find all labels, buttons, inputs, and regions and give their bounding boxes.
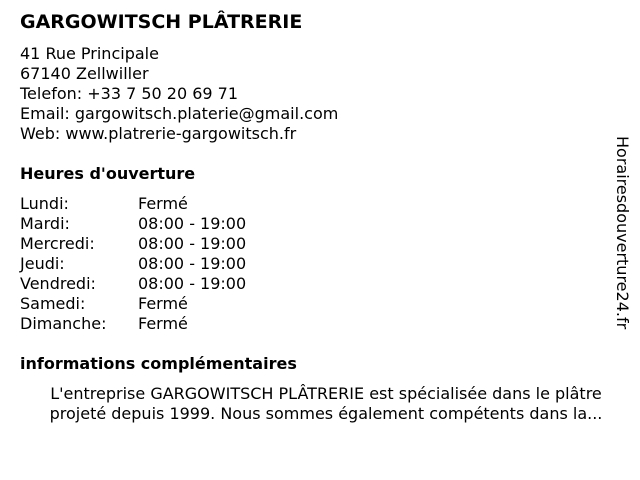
day-hours: 08:00 - 19:00 xyxy=(138,274,247,293)
day-hours: Fermé xyxy=(138,194,188,213)
site-watermark: Horairesdouverture24.fr xyxy=(613,136,632,330)
day-hours: Fermé xyxy=(138,314,188,333)
info-text-line: projeté depuis 1999. Nous sommes également compétents dans la... xyxy=(49,404,603,423)
hours-row-thursday xyxy=(20,254,246,274)
address-street: 41 Rue Principale xyxy=(20,44,159,63)
hours-row-saturday xyxy=(20,294,246,314)
hours-row-wednesday xyxy=(20,234,246,254)
additional-info-text xyxy=(20,384,632,424)
day-label: Dimanche: xyxy=(20,314,107,333)
day-hours: Fermé xyxy=(138,294,188,313)
day-label: Jeudi: xyxy=(20,254,65,273)
day-label: Samedi: xyxy=(20,294,86,313)
website: Web: www.platrerie-gargowitsch.fr xyxy=(20,124,297,143)
opening-hours-table xyxy=(20,194,246,334)
additional-info-heading: informations complémentaires xyxy=(20,354,297,373)
hours-row-sunday xyxy=(20,314,246,334)
day-hours: 08:00 - 19:00 xyxy=(138,214,247,233)
day-label: Mercredi: xyxy=(20,234,95,253)
day-hours: 08:00 - 19:00 xyxy=(138,234,247,253)
contact-block xyxy=(20,44,338,144)
business-name: GARGOWITSCH PLÂTRERIE xyxy=(20,11,303,33)
day-label: Vendredi: xyxy=(20,274,96,293)
opening-hours-heading: Heures d'ouverture xyxy=(20,164,196,183)
hours-row-tuesday xyxy=(20,214,246,234)
day-label: Mardi: xyxy=(20,214,70,233)
day-hours: 08:00 - 19:00 xyxy=(138,254,247,273)
day-label: Lundi: xyxy=(20,194,69,213)
address-city: 67140 Zellwiller xyxy=(20,64,149,83)
phone-number: Telefon: +33 7 50 20 69 71 xyxy=(20,84,239,103)
info-text-line: L'entreprise GARGOWITSCH PLÂTRERIE est spécialisée dans le plâtre xyxy=(50,384,602,403)
hours-row-friday xyxy=(20,274,246,294)
email-address: Email: gargowitsch.platerie@gmail.com xyxy=(20,104,339,123)
hours-row-monday xyxy=(20,194,246,214)
